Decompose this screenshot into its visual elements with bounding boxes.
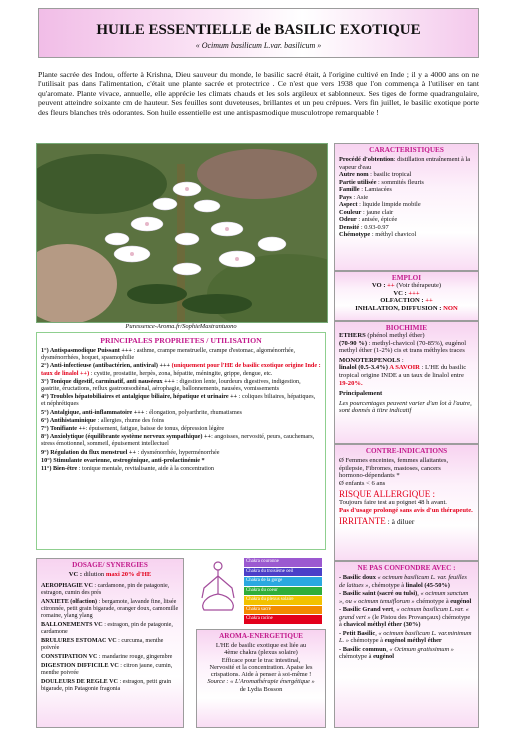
carac-row (339, 201, 474, 209)
property-name: Antalgique, anti-inflammatoire (49, 408, 134, 416)
carac-value: : Asie (351, 193, 369, 201)
property-name: Tonifiante (50, 425, 79, 433)
chakra-item: Chakra racine (244, 615, 322, 624)
property-item (41, 465, 321, 472)
confondre-text: chémotype à (414, 597, 451, 605)
emploi-vc: VC : +++ (393, 289, 420, 297)
property-rating: +++ (121, 347, 132, 354)
confondre-chemotype: linalol (45-50%) (405, 581, 450, 589)
confondre-name: - Basilic commun (339, 645, 387, 653)
dosage-list (41, 583, 179, 693)
dosage-text: : estragon, petit grain bigarade, pin Patagonie fragonia (41, 678, 172, 692)
confondre-text: chémotype à (370, 581, 406, 589)
property-item (41, 347, 321, 361)
dosage-text: : mandarine rouge, gingembre (97, 653, 173, 660)
aroma-line: Efficace pour le trac intestinal, (221, 656, 301, 664)
aroma-line: crispations. Aide à penser à soi-même ! (210, 671, 312, 679)
property-item (41, 393, 321, 407)
carac-key: Procédé d'obtention (339, 156, 394, 163)
chakra-list (244, 558, 322, 625)
carac-key: Pays (339, 193, 352, 201)
property-rating: +++ (133, 408, 145, 416)
carac-key: Couleur (339, 208, 362, 216)
carac-value: : distillation entraînement à la vapeur d'eau (339, 156, 471, 171)
confondre-latin: , « ocimum basilicum L.var. « grand vert » (339, 606, 469, 621)
bio-principal: Principalement (339, 390, 383, 398)
ci-risque: RISQUE ALLERGIQUE : (339, 489, 435, 500)
confondre-name: - Basilic Grand vert (339, 606, 394, 613)
dosage-text: : cardamone, pin de patagonie, estragon, cumin des prés (41, 582, 170, 596)
property-rating: ++ (128, 448, 136, 456)
property-text: : allergies, rhume des foins (97, 416, 165, 424)
carac-value: : jaune clair (361, 208, 394, 216)
ci-risque-text: Toujours faire test au poignet 48 h avant. (339, 499, 447, 507)
carac-row (339, 179, 474, 187)
aroma-line: 4ème chakra (plexus solaire) (224, 649, 298, 657)
dosage-text: : estragon, pin de patagonie, cardamone (41, 621, 173, 635)
property-item (41, 449, 321, 456)
emploi-box (334, 271, 479, 321)
property-number: 8°) (41, 433, 50, 441)
carac-row (339, 224, 474, 232)
dosage-item (41, 622, 179, 636)
property-number: 9°) (41, 448, 51, 456)
dosage-label: BRULURES ESTOMAC VC (41, 637, 117, 644)
properties-list (41, 347, 321, 472)
property-number: 3°) (41, 377, 51, 385)
property-text: : coliques biliaires, hépatiques, et néphrétiques (41, 393, 316, 408)
confondre-text: chémotype à (339, 653, 374, 660)
chakra-item: Chakra du plexus solaire (244, 596, 322, 605)
property-text: : digestion lente, lourdeurs digestives, indigestion, gastrite, éructations, reflux gastroœsodiènal, aérophagie, ballonnements, nausées, vomissements (41, 377, 301, 393)
property-number: 10°) (41, 456, 54, 464)
property-name: Anxiolytique (équilibrante système nerveux sympathique) (49, 433, 205, 441)
carac-row (339, 216, 474, 224)
property-text: : tonique mentale, revitalisante, aide à la concentration (78, 465, 214, 473)
confondre-name: - Petit Basilic (339, 629, 376, 637)
property-number: 1°) (41, 347, 50, 354)
dosage-label: DOULEURS DE REGLE VC (41, 678, 118, 685)
ci-item: épilepsie, Fibromes, mastoses, cancers (339, 464, 441, 472)
ci-item: Ø Femmes enceintes, femmes allaitantes, (339, 457, 449, 464)
carac-value: : liquide limpide mobile (357, 201, 421, 208)
property-text: : épuisement, fatigue, baisse de tonus, dépression légère (85, 425, 225, 433)
emploi-title: EMPLOI (391, 274, 422, 282)
dosage-title: DOSAGE/ SYNERGIES (72, 561, 148, 569)
property-number: 2°) (41, 362, 50, 370)
confondre-latin: « ocimum basilicum L. var. feuilles de laitues », (339, 574, 467, 589)
property-name: Antihistaminique (49, 416, 98, 424)
carac-list (339, 156, 474, 239)
carac-value: : sommités fleuris (376, 178, 424, 186)
property-number: 7°) (41, 425, 51, 433)
carac-key: Partie utilisée (339, 178, 377, 186)
confondre-name: - Basilic saint (sacré ou tulsi) (339, 590, 418, 597)
aroma-line: L'HE de basilic exotique est liée au (215, 642, 307, 649)
confondre-text: (le Pistou des Provançaux) chémotype à (339, 613, 471, 628)
emploi-vo: VO : ++ (Voir thérapeute) (371, 282, 442, 289)
properties-title: PRINCIPALES PROPRIETES / UTILISATION (100, 336, 262, 345)
bio-ethers-detail: (70-90 %) : methyl-chavicol (70-85%), eugénol methyl éther (1-2%) cis et trans méthyles traces (339, 339, 467, 355)
properties-box (36, 332, 326, 550)
ci-risque-warning: Pas d'usage prolongé sans avis d'un thérapeute. (339, 506, 473, 514)
bio-mono: MONOTERPENOLS : (339, 356, 404, 364)
dosage-label: BALLONEMENTS VC (41, 621, 103, 628)
property-rating: ++ (204, 433, 212, 441)
property-rating: +++ (159, 362, 171, 370)
property-text: : dysménorrhée, hyperménorrhée (135, 448, 220, 456)
property-name: Stimulante ovarienne, œstrogénique, anti-prolactinémie (53, 456, 202, 464)
chakra-item: Chakra de la gorge (244, 577, 322, 586)
carac-value: : Lamiacées (359, 186, 392, 193)
ci-irritante: IRRITANTE : à diluer (339, 515, 415, 526)
dosage-item (41, 638, 179, 652)
confondre-title: NE PAS CONFONDRE AVEC : (357, 564, 456, 572)
property-text: : cystite, prostatite, herpès, zona, hépatite, méningite, grippe, dengue, etc. (89, 369, 273, 377)
dosage-item (41, 679, 179, 693)
property-name: Antispasmodique Puissant (49, 347, 122, 354)
carac-value: : anisée, épicée (356, 216, 398, 223)
basil-flower-illustration (37, 144, 327, 322)
dosage-item (41, 663, 179, 677)
property-item (41, 425, 321, 432)
confondre-item (339, 590, 474, 605)
property-note: (uniquement pour l'HE de basilic exotique origine Inde : taux de linalol ++) (41, 362, 321, 377)
dosage-label: ANXIETE (olfaction) (41, 598, 98, 605)
property-rating: ++ (78, 425, 86, 433)
property-number: 11°) (41, 465, 53, 473)
property-rating: +++ (164, 377, 175, 385)
bio-box (334, 321, 479, 444)
ci-box (334, 444, 479, 561)
bio-ethers: ETHERS (phénol methyl éther) (339, 332, 425, 339)
ci-list (339, 457, 474, 487)
property-name: Troubles hépatobiliaires et antalgique biliaire, hépatique et urinaire (50, 393, 231, 401)
emploi-inhalation: INHALATION, DIFFUSION : NON (355, 304, 458, 312)
confondre-item (339, 574, 474, 589)
property-text: : angoisses, nervosité, peurs, cauchemars, stress émotionnel, sommeil, épuisement intellectuel (41, 433, 315, 448)
aroma-text (200, 642, 322, 678)
dosage-item (41, 654, 179, 661)
property-number: 6°) (41, 416, 50, 424)
carac-row (339, 209, 474, 217)
carac-row (339, 186, 474, 194)
property-item (41, 417, 321, 424)
intro-text: Plante sacrée des Indou, offerte à Krishna, Dieu sauveur du monde, le basilic sacré était, à l'origine cultivé en Inde ; il y a 4000 ans on ne l'utilisait pas dans l'alimentation, c'était une plante sacrée et protectrice . Ce n'est que vers 1938 que l'on commença à l'utiliser en tant qu'aromate. Plante vivace, annuelle, elle apprécie les climats chauds et les sols argileux et sablonneux. Ses tiges de forme quadrangulaire, peuvent atteindre soixante cm de hauteur. Ses feuilles sont duveteuses, brillantes et un peu crépues. Vers fin juillet, le basilic exotique porte des fleurs blanches très odorantes. Son huile essentielle est une antispasmodique musculotrope remarquable ! (38, 70, 479, 117)
property-rating: ++ (230, 393, 238, 401)
property-text: : élongation, polyarthrite, rhumatismes (144, 408, 242, 416)
property-item (41, 409, 321, 416)
carac-value: : méthyl chavicol (370, 231, 417, 238)
aroma-author: de Lydia Bosson (239, 686, 283, 694)
dosage-item (41, 583, 179, 597)
confondre-item (339, 630, 474, 645)
bio-title: BIOCHIMIE (385, 324, 428, 332)
carac-row (339, 171, 474, 179)
property-item (41, 457, 321, 464)
confondre-item (339, 646, 474, 661)
carac-box (334, 143, 479, 271)
chakra-item: Chakra du coeur (244, 587, 322, 596)
property-name: Bien-être (52, 465, 79, 473)
dosage-box (36, 558, 184, 728)
property-name: Tonique digestif, carminatif, anti nauséeux (50, 377, 165, 385)
carac-row (339, 156, 474, 171)
property-item (41, 433, 321, 447)
property-name: Régulation du flux menstruel (50, 448, 129, 456)
bio-note: Les pourcentages peuvent varier d'un lot à l'autre, sont donnés à titre indicatif (339, 399, 472, 415)
ci-title: CONTRE-INDICATIONS (365, 447, 448, 455)
aroma-source: Source : « L'Aromathérapie énergétique » (207, 678, 315, 686)
dosage-text: : bergamote, lavande fine, litsée citronnée, petit grain bigarade, oranger doux, camomille romaine, ylang ylang (41, 598, 179, 619)
ci-item: Ø enfants < 6 ans (339, 479, 386, 487)
dosage-label: AEROPHAGIE VC (41, 582, 93, 589)
basil-photo (36, 143, 328, 323)
header-banner (38, 8, 479, 58)
carac-key: Densité (339, 223, 360, 231)
ci-item: hormono-dépendants * (339, 472, 400, 480)
chakra-item: Chakra sacré (244, 606, 322, 615)
confondre-list (339, 574, 474, 661)
confondre-text: chémotype à (348, 637, 385, 644)
confondre-latin: , « Ocimum gratissimum » (386, 645, 454, 653)
aroma-title: AROMA-ENERGETIQUE (219, 632, 303, 640)
carac-key: Aspect (339, 201, 358, 208)
confondre-name: - Basilic doux (339, 574, 376, 581)
property-item (41, 362, 321, 376)
carac-value: : 0.93-0.97 (359, 223, 389, 231)
aroma-box (196, 629, 326, 728)
confondre-item (339, 606, 474, 629)
page-subtitle: « Ocimum basilicum L.var. basilicum » (195, 41, 322, 50)
property-text: : asthme, crampe menstruelle, crampe d'estomac, algoménorrhée, dysménorrhées, hoquet, spasmophilie (41, 347, 296, 362)
confondre-chemotype: chavicol méthyl éther (30%) (343, 621, 421, 628)
dosage-text: : citron jaune, cumin, menthe poivrée (41, 662, 173, 676)
property-name: Anti-infectieuse (antibactérien, antiviral) (49, 362, 160, 370)
dosage-text: : curcuma, menthe poivrée (41, 637, 164, 651)
emploi-olfaction: OLFACTION : ++ (380, 297, 433, 305)
carac-key: Chémotype (339, 231, 371, 238)
carac-key: Odeur (339, 216, 357, 223)
chakra-figure (196, 556, 324, 624)
aroma-line: Nervosité et la concentration. Apaise les (209, 663, 313, 671)
carac-value: : basilic tropical (368, 171, 412, 178)
confondre-chemotype: eugénol (373, 653, 395, 660)
dosage-label: CONSTIPATION VC (41, 653, 98, 660)
photo-caption: Puressence-Aroma.fr/SophieMastrantuono (125, 323, 237, 330)
dosage-label: DIGESTION DIFFICILE VC (41, 662, 119, 669)
carac-row (339, 231, 474, 239)
property-rating: * (201, 456, 205, 464)
chakra-item: Chakra du troisième oeil (244, 568, 322, 577)
dosage-vc: VC : dilution maxi 20% d'HE (68, 571, 152, 578)
carac-key: Autre nom (339, 171, 369, 178)
chakra-item: Chakra couronne (244, 558, 322, 567)
carac-row (339, 194, 474, 202)
confondre-chemotype: eugénol méthyl éther (384, 637, 442, 644)
carac-key: Famille (339, 186, 360, 193)
bio-linalol: linalol (0.5-3.4%) A SAVOIR : L'HE du basilic tropical origine INDE a un taux de linalol entre 19-20%. (339, 364, 467, 387)
property-item (41, 378, 321, 392)
property-number: 5°) (41, 408, 50, 416)
confondre-latin: , « ocimum sanctum », ou « ocimum tenuiflorum » (339, 590, 469, 605)
page-title: HUILE ESSENTIELLE de BASILIC EXOTIQUE (96, 22, 421, 38)
confondre-latin: , « ocimum basilicum L. var.minimum L. » (339, 629, 472, 644)
property-number: 4°) (41, 393, 51, 401)
confondre-box (334, 561, 479, 728)
dosage-item (41, 599, 179, 620)
confondre-chemotype: eugénol (450, 597, 472, 605)
carac-title: CARACTERISTIQUES (369, 146, 444, 154)
